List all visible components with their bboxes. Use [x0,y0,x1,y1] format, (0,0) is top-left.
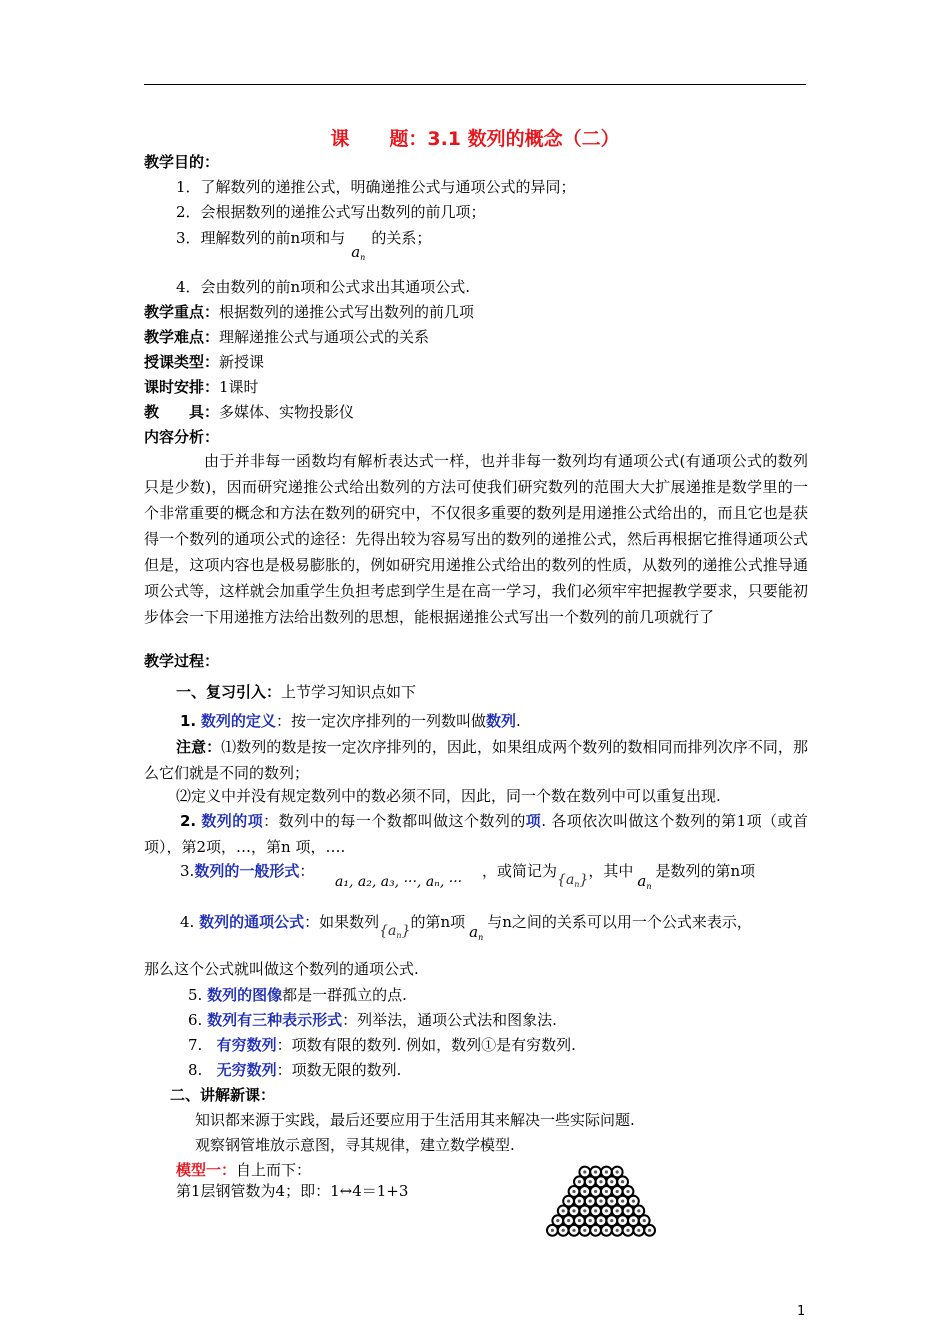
steel-pipe-hole [632,1200,635,1203]
steel-pipe-hole [589,1200,592,1203]
steel-pipe-hole [562,1229,565,1232]
steel-pipe-hole [621,1219,624,1222]
model-one: 模型一：自上而下： [176,1161,312,1179]
steel-pipe-hole [599,1200,602,1203]
page-title: 课 题：3.1 数列的概念（二） [330,128,620,150]
steel-pipe-hole [562,1209,565,1212]
steel-pipe-hole [626,1190,629,1193]
definition-8: 8. 无穷数列：项数无限的数列. [188,1061,402,1079]
math-brace-an: $\{a_n\}$ [379,923,411,940]
meta-tools: 教 具：多媒体、实物投影仪 [144,403,355,421]
steel-pipe-hole [621,1200,624,1203]
steel-pipe-hole [556,1219,559,1222]
meta-difficulties: 教学难点：理解递推公式与通项公式的关系 [144,328,430,346]
definition-3-label: 3.数列的一般形式： [180,862,315,880]
steel-pipe-hole [626,1209,629,1212]
steel-pipe-hole [610,1180,613,1183]
steel-pipe-hole [551,1229,554,1232]
goal-1: 1．了解数列的递推公式，明确递推公式与通项公式的异同； [176,178,576,196]
note-1: 注意：⑴数列的数是按一定次序排列的，因此，如果组成两个数列的数相同而排列次序不同，那么它们就是不同的数列； [144,738,808,782]
steel-pipe-hole [616,1190,619,1193]
steel-pipe-hole [610,1219,613,1222]
review-heading: 一、复习引入：上节学习知识点如下 [176,683,417,701]
steel-pipe-hole [610,1200,613,1203]
steel-pipe-hole [616,1209,619,1212]
definition-1: 1. 数列的定义：按一定次序排列的一列数叫做数列. [180,712,521,730]
steel-pipe-hole [605,1229,608,1232]
goal-3: 3．理解数列的前n项和与$a_n$的关系； [176,229,432,262]
math-brace-an: $\{a_n\}$ [557,872,589,889]
steel-pipe-hole [643,1219,646,1222]
steel-pipe-hole [616,1170,619,1173]
steel-pipe-hole [599,1180,602,1183]
steel-pipe-hole [589,1180,592,1183]
meta-lesson-type: 授课类型：新授课 [144,353,265,371]
meta-key-points: 教学重点：根据数列的递推公式写出数列的前几项 [144,303,475,321]
meta-schedule: 课时安排：1课时 [144,378,259,396]
definition-7: 7. 有穷数列：项数有限的数列. 例如，数列①是有穷数列. [188,1036,576,1054]
steel-pipe-hole [648,1229,651,1232]
analysis-paragraph: 由于并非每一函数均有解析表达式一样，也并非每一数列均有通项公式(有通项公式的数列只是少数)，因而研究递推公式给出数列的方法可使我们研究数列的范围大大扩展递推是数学里的一个非常重要的概念和方法在数列的研究中，不仅很多重要的数列是用递推公式给出的，而且它也是获得一个数列的通项公式的途径：先得出较为容易写出的数列的递推公式，然后再根据它推得通项公式但是，这项内容也是极易膨胀的，例如研究用递推公式给出的数列的性质，从数列的递推公式推导通项公式等，这样就会加重学生负担考虑到学生是在高一学习，我们必须牢牢把握教学要求，只要能初步体会一下用递推方法给出数列的思想，能根据递推公式写出一个数列的前几项就行了 [144,452,808,626]
steel-pipe-hole [594,1170,597,1173]
new-lesson-heading: 二、讲解新课： [170,1086,276,1104]
note-2: ⑵定义中并没有规定数列中的数必须不同，因此，同一个数在数列中可以重复出现. [176,787,721,805]
steel-pipe-hole [599,1219,602,1222]
steel-pipe-hole [594,1209,597,1212]
goals-label: 教学目的： [144,153,220,171]
header-rule [144,84,806,85]
steel-pipe-hole [578,1180,581,1183]
steel-pipe-hole [583,1209,586,1212]
steel-pipe-hole [578,1200,581,1203]
definition-3-text: ，或简记为$\{a_n\}$，其中$a_n$是数列的第n项 [482,862,756,891]
steel-pipe-hole [637,1229,640,1232]
steel-pipe-hole [572,1190,575,1193]
steel-pipe-hole [621,1180,624,1183]
steel-pipe-hole [578,1219,581,1222]
steel-pipe-hole [572,1229,575,1232]
steel-pipe-hole [637,1209,640,1212]
definition-5: 5. 数列的图像都是一群孤立的点. [188,986,407,1004]
steel-pipe-hole [572,1209,575,1212]
process-label: 教学过程： [144,652,220,670]
definition-2: 2. 数列的项：数列中的每一个数都叫做这个数列的项. 各项依次叫做这个数列的第1项（或首项），第2项，…，第n 项，…. [144,812,808,856]
goal-2: 2．会根据数列的递推公式写出数列的前几项； [176,203,486,221]
analysis-label: 内容分析： [144,428,220,446]
steel-pipe-hole [605,1190,608,1193]
steel-pipe-hole [583,1170,586,1173]
steel-pipe-hole [632,1219,635,1222]
steel-pipe-hole [583,1229,586,1232]
steel-pipe-hole [583,1190,586,1193]
steel-pipe-hole [567,1219,570,1222]
page-number: 1 [797,1304,806,1319]
definition-4-line2: 那么这个公式就叫做这个数列的通项公式. [144,960,419,978]
steel-pipe-hole [626,1229,629,1232]
math-an: $a_n$ [637,872,652,891]
sequence-general-form: a₁, a₂, a₃, ···, aₙ, ··· [335,874,463,890]
math-an: $a_n$ [351,243,366,262]
definition-4: 4. 数列的通项公式：如果数列$\{a_n\}$的第n项$a_n$与n之间的关系可以用一个公式来表示， [180,913,752,942]
definition-6: 6. 数列有三种表示形式：列举法，通项公式法和图象法. [188,1011,557,1029]
steel-pipe-hole [567,1200,570,1203]
steel-pipe-stack-figure [538,1165,664,1243]
steel-pipe-hole [589,1219,592,1222]
math-an: $a_n$ [469,923,484,942]
new-lesson-text-2: 观察钢管堆放示意图，寻其规律，建立数学模型. [195,1136,515,1154]
goal-4: 4．会由数列的前n项和公式求出其通项公式. [176,278,470,296]
steel-pipe-hole [605,1170,608,1173]
steel-pipe-hole [594,1190,597,1193]
steel-pipe-hole [616,1229,619,1232]
new-lesson-text-1: 知识都来源于实践，最后还要应用于生活用其来解决一些实际问题. [195,1111,635,1129]
model-one-line-1: 第1层钢管数为4；即：1↔4＝1+3 [176,1182,409,1200]
steel-pipe-hole [594,1229,597,1232]
steel-pipe-hole [605,1209,608,1212]
